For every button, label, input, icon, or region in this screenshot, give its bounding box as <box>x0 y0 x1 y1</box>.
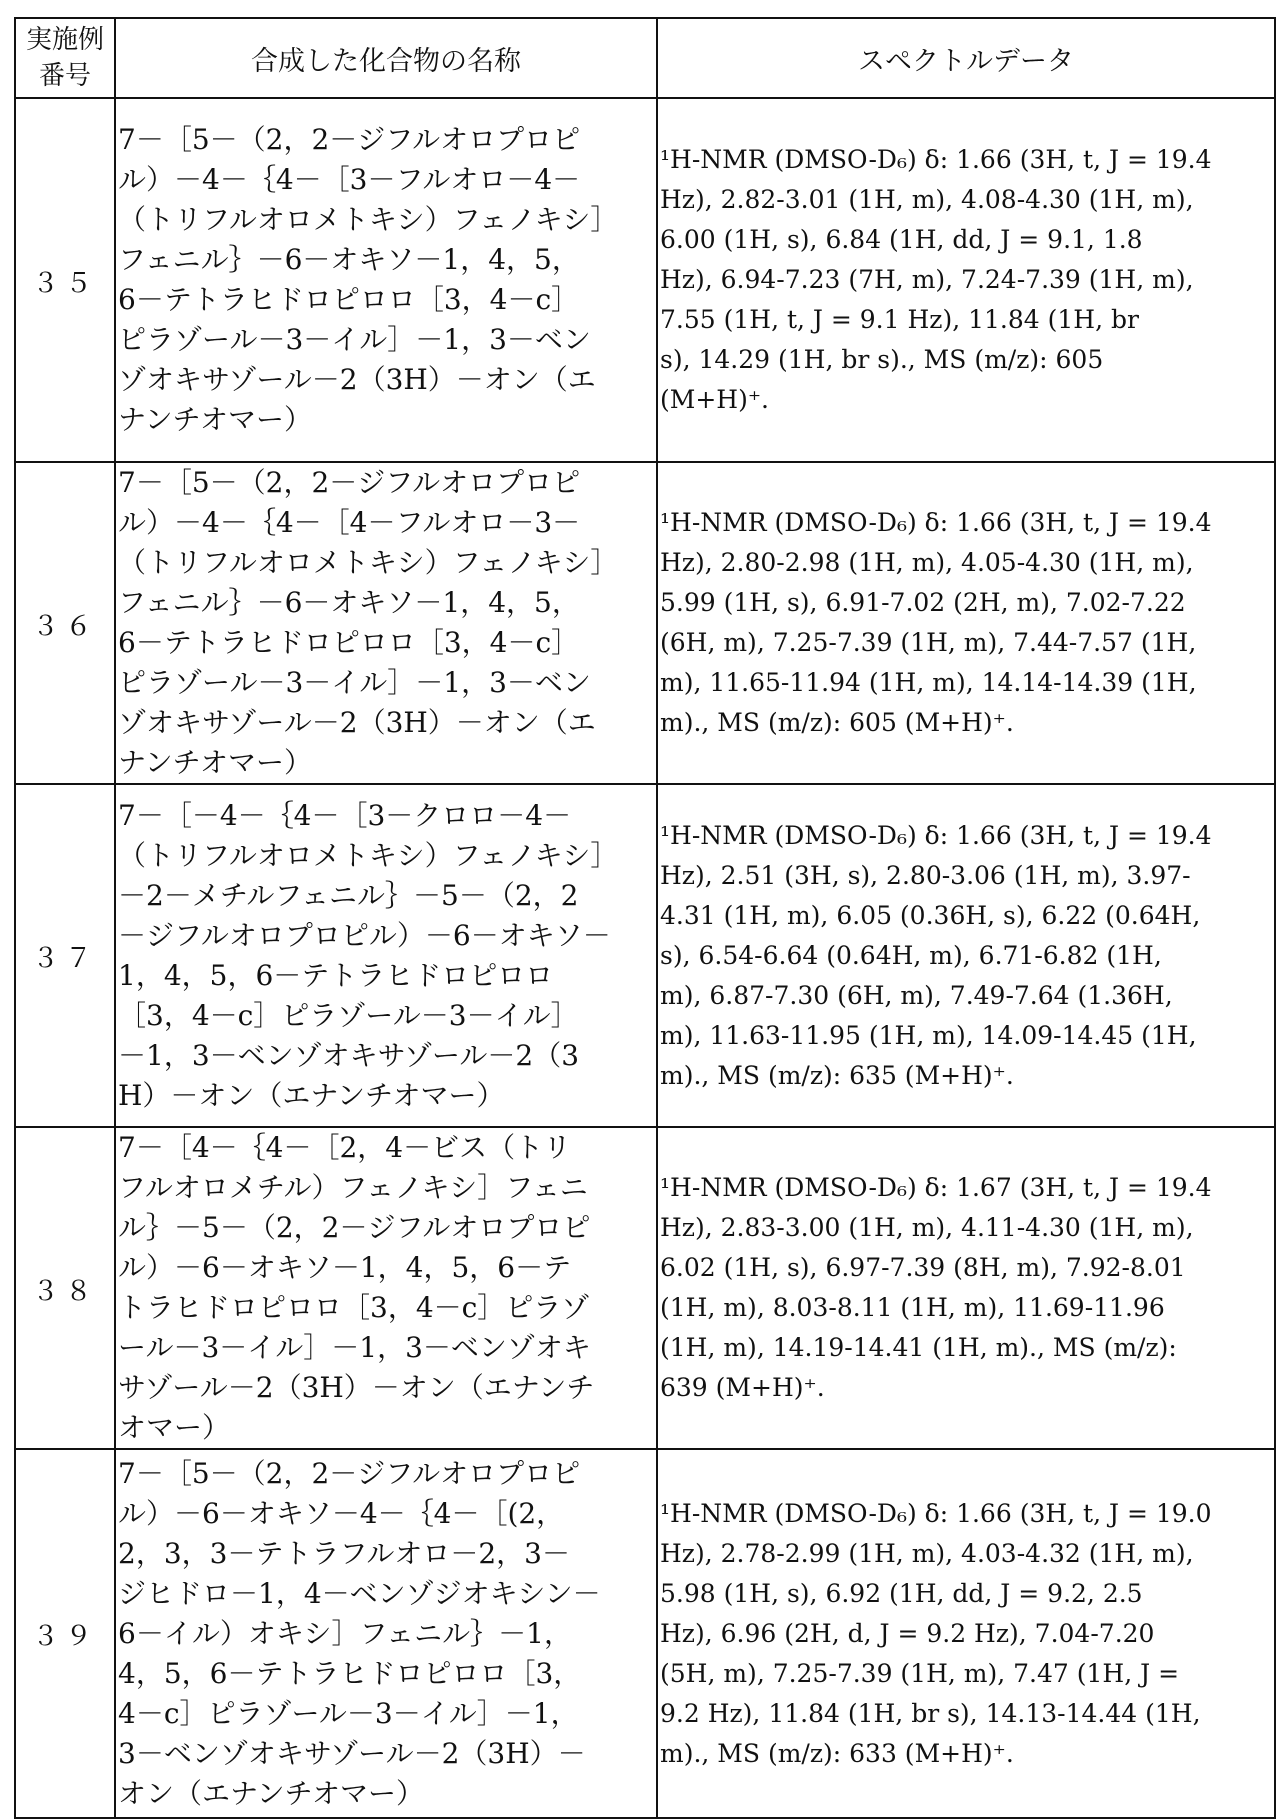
compound-name-line: 7－［5－（2，2－ジフルオロプロピ <box>118 1454 656 1494</box>
compound-name-line: 6－イル）オキシ］フェニル｝－1， <box>118 1614 656 1654</box>
spectral-data-line: Hz), 6.96 (2H, d, J = 9.2 Hz), 7.04-7.20 <box>660 1614 1274 1654</box>
spectral-data-line: 7.55 (1H, t, J = 9.1 Hz), 11.84 (1H, br <box>660 300 1274 340</box>
spectral-data-line: Hz), 2.80-2.98 (1H, m), 4.05-4.30 (1H, m), <box>660 543 1274 583</box>
table-row <box>15 1449 1275 1818</box>
compound-name-line: オン（エナンチオマー） <box>118 1774 656 1814</box>
example-number: ３７ <box>15 784 115 1127</box>
compound-name-line: 3－ベンゾオキサゾール－2（3H）－ <box>118 1734 656 1774</box>
compound-name-line: ゾオキサゾール－2（3H）－オン（エ <box>118 703 656 743</box>
compound-name-line: 6－テトラヒドロピロロ［3，4－c］ <box>118 623 656 663</box>
spectral-data-line: m), 6.87-7.30 (6H, m), 7.49-7.64 (1.36H, <box>660 976 1274 1016</box>
spectral-data-line: m)., MS (m/z): 635 (M+H)⁺. <box>660 1056 1274 1096</box>
example-number: ３９ <box>15 1449 115 1818</box>
compound-spectral-table <box>14 17 1276 1819</box>
compound-name-line: ピラゾール－3－イル］－1，3－ベン <box>118 320 656 360</box>
spectral-data-line: (5H, m), 7.25-7.39 (1H, m), 7.47 (1H, J = <box>660 1654 1274 1694</box>
compound-name-line: 7－［－4－｛4－［3－クロロ－4－ <box>118 796 656 836</box>
spectral-data-line: (1H, m), 8.03-8.11 (1H, m), 11.69-11.96 <box>660 1288 1274 1328</box>
compound-name-line: 2，3，3－テトラフルオロ－2，3－ <box>118 1534 656 1574</box>
compound-name-line: ール－3－イル］－1，3－ベンゾオキ <box>118 1328 656 1368</box>
compound-name-line: （トリフルオロメトキシ）フェノキシ］ <box>118 200 656 240</box>
compound-name-line: 6－テトラヒドロピロロ［3，4－c］ <box>118 280 656 320</box>
compound-name-line: －1，3－ベンゾオキサゾール－2（3 <box>118 1036 656 1076</box>
compound-name <box>115 1449 657 1818</box>
header-spectral-data: スペクトルデータ <box>657 18 1275 98</box>
compound-name-line: 7－［4－｛4－［2，4－ビス（トリ <box>118 1128 656 1168</box>
spectral-data <box>657 784 1275 1127</box>
compound-name-line: 7－［5－（2，2－ジフルオロプロピ <box>118 120 656 160</box>
spectral-data-line: Hz), 2.83-3.00 (1H, m), 4.11-4.30 (1H, m), <box>660 1208 1274 1248</box>
spectral-data-line: m), 11.65-11.94 (1H, m), 14.14-14.39 (1H, <box>660 663 1274 703</box>
compound-name-line: 7－［5－（2，2－ジフルオロプロピ <box>118 463 656 503</box>
compound-name-line: ナンチオマー） <box>118 743 656 783</box>
spectral-data-line: 639 (M+H)⁺. <box>660 1368 1274 1408</box>
spectral-data-line: 9.2 Hz), 11.84 (1H, br s), 14.13-14.44 (1H, <box>660 1694 1274 1734</box>
spectral-data-line: 6.02 (1H, s), 6.97-7.39 (8H, m), 7.92-8.01 <box>660 1248 1274 1288</box>
compound-name-line: 4－c］ピラゾール－3－イル］－1， <box>118 1694 656 1734</box>
spectral-data-line: Hz), 2.82-3.01 (1H, m), 4.08-4.30 (1H, m), <box>660 180 1274 220</box>
spectral-data <box>657 1449 1275 1818</box>
spectral-data-line: 5.99 (1H, s), 6.91-7.02 (2H, m), 7.02-7.22 <box>660 583 1274 623</box>
compound-name-line: －2－メチルフェニル｝－5－（2，2 <box>118 876 656 916</box>
compound-name-line: ジヒドロ－1，4－ベンゾジオキシン－ <box>118 1574 656 1614</box>
spectral-data-line: 5.98 (1H, s), 6.92 (1H, dd, J = 9.2, 2.5 <box>660 1574 1274 1614</box>
header-example-no-line: 実施例 <box>16 22 114 58</box>
spectral-data-line: ¹H-NMR (DMSO-D₆) δ: 1.67 (3H, t, J = 19.4 <box>660 1168 1274 1208</box>
compound-name-line: ル）－4－｛4－［4－フルオロ－3－ <box>118 503 656 543</box>
spectral-data-line: m), 11.63-11.95 (1H, m), 14.09-14.45 (1H, <box>660 1016 1274 1056</box>
table-row <box>15 784 1275 1127</box>
spectral-data <box>657 462 1275 784</box>
compound-name <box>115 98 657 462</box>
table-header-row <box>15 18 1275 98</box>
spectral-data-line: s), 14.29 (1H, br s)., MS (m/z): 605 <box>660 340 1274 380</box>
compound-name-line: ゾオキサゾール－2（3H）－オン（エ <box>118 360 656 400</box>
compound-name-line: ル）－6－オキソ－1，4，5，6－テ <box>118 1248 656 1288</box>
compound-name-line: サゾール－2（3H）－オン（エナンチ <box>118 1368 656 1408</box>
compound-name-line: ル｝－5－（2，2－ジフルオロプロピ <box>118 1208 656 1248</box>
spectral-data-line: Hz), 2.51 (3H, s), 2.80-3.06 (1H, m), 3.97- <box>660 856 1274 896</box>
compound-name-line: 1，4，5，6－テトラヒドロピロロ <box>118 956 656 996</box>
compound-name-line: フェニル｝－6－オキソ－1，4，5， <box>118 240 656 280</box>
spectral-data-line: Hz), 2.78-2.99 (1H, m), 4.03-4.32 (1H, m), <box>660 1534 1274 1574</box>
spectral-data-line: (M+H)⁺. <box>660 380 1274 420</box>
spectral-data-line: m)., MS (m/z): 605 (M+H)⁺. <box>660 703 1274 743</box>
header-compound-name: 合成した化合物の名称 <box>115 18 657 98</box>
table-row <box>15 462 1275 784</box>
compound-name-line: オマー） <box>118 1408 656 1448</box>
compound-name-line: 4，5，6－テトラヒドロピロロ［3， <box>118 1654 656 1694</box>
compound-name-line: フルオロメチル）フェノキシ］フェニ <box>118 1168 656 1208</box>
spectral-data-line: Hz), 6.94-7.23 (7H, m), 7.24-7.39 (1H, m), <box>660 260 1274 300</box>
compound-name-line: ［3，4－c］ピラゾール－3－イル］ <box>118 996 656 1036</box>
compound-name-line: フェニル｝－6－オキソ－1，4，5， <box>118 583 656 623</box>
spectral-data-line: 4.31 (1H, m), 6.05 (0.36H, s), 6.22 (0.64H, <box>660 896 1274 936</box>
spectral-data-line: 6.00 (1H, s), 6.84 (1H, dd, J = 9.1, 1.8 <box>660 220 1274 260</box>
table-row <box>15 1127 1275 1449</box>
compound-name-line: （トリフルオロメトキシ）フェノキシ］ <box>118 543 656 583</box>
compound-name-line: ル）－6－オキソ－4－｛4－［(2， <box>118 1494 656 1534</box>
spectral-data-line: ¹H-NMR (DMSO-D₆) δ: 1.66 (3H, t, J = 19.4 <box>660 503 1274 543</box>
spectral-data-line: ¹H-NMR (DMSO-D₆) δ: 1.66 (3H, t, J = 19.4 <box>660 816 1274 856</box>
compound-name <box>115 462 657 784</box>
compound-name <box>115 1127 657 1449</box>
spectral-data-line: (1H, m), 14.19-14.41 (1H, m)., MS (m/z): <box>660 1328 1274 1368</box>
compound-name-line: ル）－4－｛4－［3－フルオロ－4－ <box>118 160 656 200</box>
compound-name-line: （トリフルオロメトキシ）フェノキシ］ <box>118 836 656 876</box>
table-row <box>15 98 1275 462</box>
header-example-no-line: 番号 <box>16 58 114 94</box>
example-number: ３６ <box>15 462 115 784</box>
spectral-data-line: m)., MS (m/z): 633 (M+H)⁺. <box>660 1734 1274 1774</box>
spectral-data-line: (6H, m), 7.25-7.39 (1H, m), 7.44-7.57 (1H, <box>660 623 1274 663</box>
spectral-data-line: s), 6.54-6.64 (0.64H, m), 6.71-6.82 (1H, <box>660 936 1274 976</box>
compound-name-line: ピラゾール－3－イル］－1，3－ベン <box>118 663 656 703</box>
compound-name-line: －ジフルオロプロピル）－6－オキソ－ <box>118 916 656 956</box>
compound-name-line: H）－オン（エナンチオマー） <box>118 1076 656 1116</box>
header-example-no <box>15 18 115 98</box>
compound-name-line: トラヒドロピロロ［3，4－c］ピラゾ <box>118 1288 656 1328</box>
example-number: ３８ <box>15 1127 115 1449</box>
spectral-data <box>657 1127 1275 1449</box>
example-number: ３５ <box>15 98 115 462</box>
spectral-data-line: ¹H-NMR (DMSO-D₆) δ: 1.66 (3H, t, J = 19.4 <box>660 140 1274 180</box>
compound-name-line: ナンチオマー） <box>118 400 656 440</box>
compound-name <box>115 784 657 1127</box>
spectral-data-line: ¹H-NMR (DMSO-D₆) δ: 1.66 (3H, t, J = 19.0 <box>660 1494 1274 1534</box>
spectral-data <box>657 98 1275 462</box>
